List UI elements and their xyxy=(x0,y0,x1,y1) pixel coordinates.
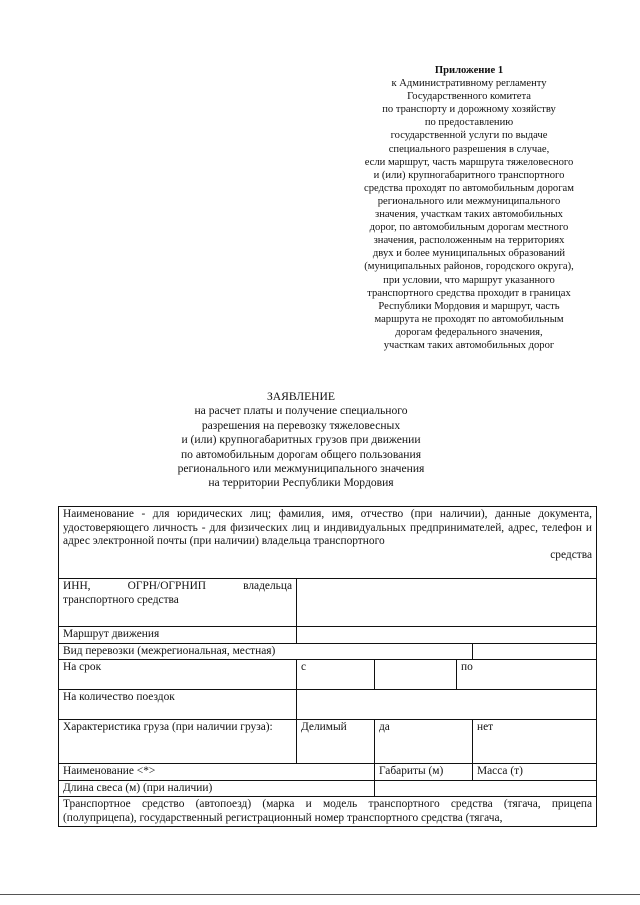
period-to-label: по xyxy=(461,661,473,674)
trips-label: На количество поездок xyxy=(59,690,297,720)
appendix-line: значения, участкам таких автомобильных xyxy=(375,209,563,221)
period-label: На срок xyxy=(59,660,297,690)
overhang-value-cell[interactable] xyxy=(375,780,597,797)
appendix-line: (муниципальных районов, городского округа), xyxy=(364,261,574,273)
inn-value-cell[interactable] xyxy=(297,579,597,627)
divisible-no-label: нет xyxy=(477,721,494,734)
vehicle-label: Транспортное средство (автопоезд) (марка и модель транспортного средства (тягача, прицепа (полуприцепа), государственный регистрационный номер транспортного средства (тягача, xyxy=(63,798,593,824)
heading-line: разрешения на перевозку тяжеловесных xyxy=(201,418,401,432)
appendix-line: дорог, по автомобильным дорогам местного xyxy=(369,222,569,234)
owner-info-label: Наименование - для юридических лиц; фамилия, имя, отчество (при наличии), данные документа, удостоверяющего личность - для физических лиц и индивидуальных предпринимателей, адрес, телефон и адрес электронной почты (при наличии) владельца транспортного xyxy=(63,508,593,548)
mass-label: Масса (т) xyxy=(473,764,597,781)
appendix-line: средства проходят по автомобильным дорогам xyxy=(364,182,574,194)
appendix-line: участкам таких автомобильных дорог xyxy=(383,339,555,351)
appendix-line: Республики Мордовия и маршрут, часть xyxy=(378,300,560,312)
appendix-line: значения, расположенным на территориях xyxy=(373,235,565,247)
appendix-line: регионального или межмуниципального xyxy=(377,195,561,207)
page-edge-divider xyxy=(0,894,640,895)
appendix-line: если маршрут, часть маршрута тяжеловесного xyxy=(364,156,574,168)
appendix-line: специального разрешения в случае, xyxy=(388,143,550,155)
cargo-name-label: Наименование <*> xyxy=(59,764,375,781)
appendix-line: при условии, что маршрут указанного xyxy=(383,274,555,286)
appendix-line: по транспорту и дорожному хозяйству xyxy=(382,104,556,116)
transport-type-value-cell[interactable] xyxy=(473,643,597,660)
period-from-label: с xyxy=(301,661,307,674)
appendix-line: к Административному регламенту xyxy=(391,78,547,90)
overhang-label: Длина свеса (м) (при наличии) xyxy=(59,780,375,797)
appendix-line: двух и более муниципальных образований xyxy=(372,248,566,260)
owner-info-label-tail: средства xyxy=(550,548,593,561)
appendix-header xyxy=(318,64,620,352)
owner-info-cell[interactable] xyxy=(59,507,597,579)
heading-line: на расчет платы и получение специального xyxy=(194,404,408,418)
document-heading xyxy=(150,390,452,491)
divisible-no-cell[interactable] xyxy=(473,720,597,764)
route-value-cell[interactable] xyxy=(297,627,597,644)
dimensions-label: Габариты (м) xyxy=(375,764,473,781)
divisible-yes-cell[interactable] xyxy=(375,720,473,764)
heading-line: на территории Республики Мордовия xyxy=(208,476,394,490)
vehicle-cell[interactable] xyxy=(59,797,597,827)
divisible-label: Делимый xyxy=(297,720,375,764)
route-label: Маршрут движения xyxy=(59,627,297,644)
transport-type-label: Вид перевозки (межрегиональная, местная) xyxy=(59,643,473,660)
appendix-line: по предоставлению xyxy=(424,117,514,129)
appendix-line: маршрута не проходят по автомобильным xyxy=(374,313,564,325)
document-title: ЗАЯВЛЕНИЕ xyxy=(267,390,335,403)
appendix-line: дорогам федерального значения, xyxy=(395,326,543,338)
heading-line: регионального или межмуниципального значения xyxy=(177,462,425,476)
appendix-line: государственной услуги по выдаче xyxy=(390,130,548,142)
appendix-line: Государственного комитета xyxy=(407,91,531,103)
trips-value-cell[interactable] xyxy=(297,690,597,720)
period-to-cell[interactable] xyxy=(457,660,597,690)
period-from-value-cell[interactable] xyxy=(375,660,457,690)
appendix-line: и (или) крупногабаритного транспортного xyxy=(373,169,565,181)
application-form xyxy=(58,506,597,827)
cargo-label: Характеристика груза (при наличии груза): xyxy=(59,720,297,764)
divisible-yes-label: да xyxy=(379,721,390,734)
appendix-line: транспортного средства проходит в границах xyxy=(367,287,571,299)
appendix-title: Приложение 1 xyxy=(434,65,504,76)
heading-line: по автомобильным дорогам общего пользования xyxy=(180,447,422,461)
heading-line: и (или) крупногабаритных грузов при движении xyxy=(181,433,421,447)
period-from-cell[interactable] xyxy=(297,660,375,690)
inn-label: ИНН, ОГРН/ОГРНИП владельца транспортного средства xyxy=(59,579,297,627)
